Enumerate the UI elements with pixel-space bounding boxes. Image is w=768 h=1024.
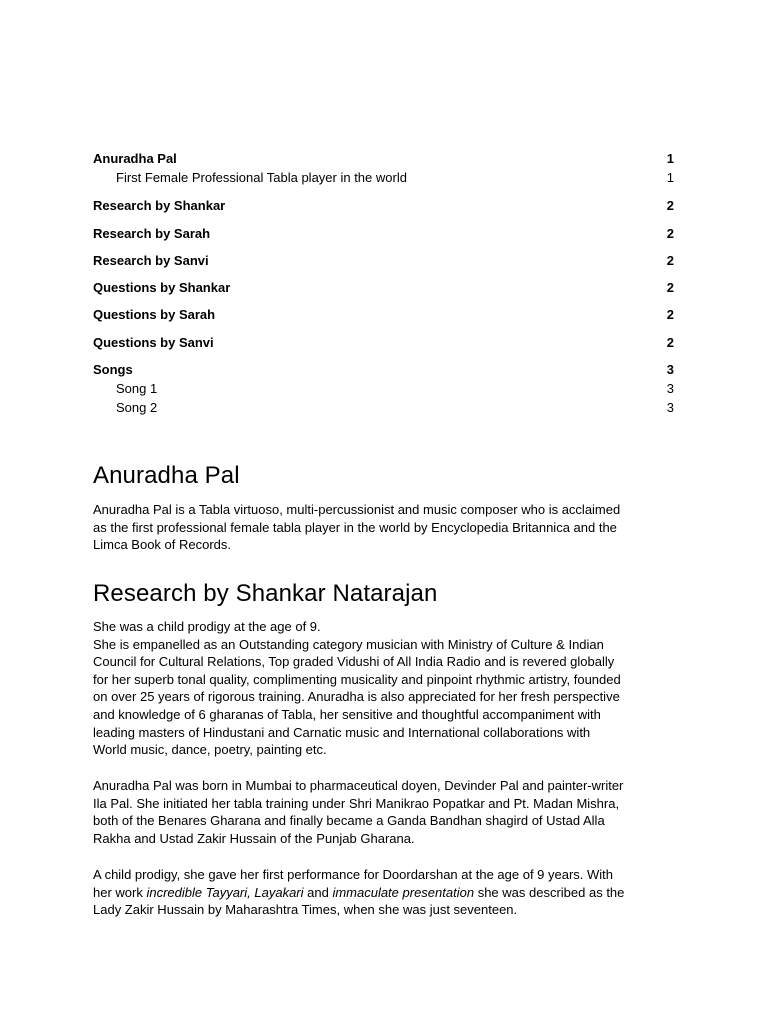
text-line: A child prodigy, she gave her first performance for Doordarshan at the age of 9 years. With bbox=[93, 867, 614, 882]
text-line: Ila Pal. She initiated her tabla training under Shri Manikrao Popatkar and Pt. Madan Mishra, bbox=[93, 795, 620, 811]
toc-entry-label: Questions by Sanvi bbox=[93, 335, 214, 350]
toc-entry[interactable] bbox=[93, 278, 674, 297]
toc-entry[interactable] bbox=[93, 305, 674, 324]
toc-entry[interactable] bbox=[93, 149, 674, 168]
text-line: Lady Zakir Hussain by Maharashtra Times, when she was just seventeen. bbox=[93, 902, 518, 918]
toc-entry[interactable] bbox=[93, 333, 674, 352]
section-heading: Research by Shankar Natarajan bbox=[93, 580, 438, 607]
toc-entry-page: 3 bbox=[666, 362, 674, 377]
research-paragraph-3 bbox=[93, 866, 678, 919]
text-line: as the first professional female tabla player in the world by Encyclopedia Britannica and the bbox=[93, 519, 617, 535]
toc-entry-label: Anuradha Pal bbox=[93, 151, 177, 166]
text-line: Anuradha Pal was born in Mumbai to pharmaceutical doyen, Devinder Pal and painter-writer bbox=[93, 778, 624, 793]
text-line: Limca Book of Records. bbox=[93, 537, 232, 553]
toc-entry-page: 2 bbox=[666, 198, 674, 213]
intro-paragraph bbox=[93, 501, 678, 554]
toc-entry[interactable] bbox=[93, 251, 674, 270]
toc-entry-page: 2 bbox=[666, 335, 674, 350]
text-line bbox=[93, 884, 678, 902]
section-heading: Anuradha Pal bbox=[93, 462, 240, 489]
toc-entry[interactable] bbox=[93, 398, 674, 417]
emphasis-text: immaculate presentation bbox=[332, 884, 475, 900]
toc-entry-page: 2 bbox=[666, 253, 674, 268]
text-line: Anuradha Pal is a Tabla virtuoso, multi-percussionist and music composer who is acclaimed bbox=[93, 502, 621, 517]
research-paragraph-2 bbox=[93, 777, 678, 847]
toc-entry-label: Research by Sanvi bbox=[93, 253, 209, 268]
toc-entry-label: Songs bbox=[93, 362, 133, 377]
text-line: both of the Benares Gharana and finally became a Ganda Bandhan shagird of Ustad Alla bbox=[93, 813, 605, 829]
toc-entry[interactable] bbox=[93, 196, 674, 215]
toc-entry-label: Song 1 bbox=[116, 381, 158, 396]
text-line: She was a child prodigy at the age of 9. bbox=[93, 619, 321, 634]
toc-entry-label: Questions by Shankar bbox=[93, 280, 231, 295]
text-line: She is empanelled as an Outstanding category musician with Ministry of Culture & Indian bbox=[93, 636, 604, 652]
text-run: her work bbox=[93, 884, 147, 900]
toc-entry[interactable] bbox=[93, 168, 674, 187]
text-line: World music, dance, poetry, painting etc. bbox=[93, 742, 327, 758]
toc-entry[interactable] bbox=[93, 360, 674, 379]
toc-entry-page: 1 bbox=[666, 170, 674, 185]
toc-entry[interactable] bbox=[93, 379, 674, 398]
text-line: for her superb tonal quality, complimenting musicality and pinpoint rhythmic artistry, founded bbox=[93, 671, 621, 687]
toc-entry-label: Research by Shankar bbox=[93, 198, 226, 213]
toc-entry-label: Questions by Sarah bbox=[93, 307, 216, 322]
emphasis-text: incredible Tayyari, Layakari bbox=[146, 884, 304, 900]
research-paragraph-1 bbox=[93, 618, 678, 759]
text-run: and bbox=[303, 884, 333, 900]
toc-entry-page: 1 bbox=[666, 151, 674, 166]
text-line: Rakha and Ustad Zakir Hussain of the Punjab Gharana. bbox=[93, 830, 415, 846]
toc-entry[interactable] bbox=[93, 224, 674, 243]
toc-entry-page: 2 bbox=[666, 226, 674, 241]
toc-entry-label: First Female Professional Tabla player in the world bbox=[116, 170, 407, 185]
toc-entry-label: Song 2 bbox=[116, 400, 158, 415]
text-line: Council for Cultural Relations, Top graded Vidushi of All India Radio and is revered globally bbox=[93, 654, 615, 670]
toc-entry-page: 3 bbox=[666, 381, 674, 396]
text-line: leading masters of Hindustani and Carnatic music and International collaborations with bbox=[93, 724, 591, 740]
text-run: she was described as the bbox=[474, 884, 625, 900]
toc-entry-page: 2 bbox=[666, 280, 674, 295]
text-line: on over 25 years of rigorous training. Anuradha is also appreciated for her fresh perspective bbox=[93, 689, 620, 705]
toc-entry-page: 2 bbox=[666, 307, 674, 322]
toc-entry-page: 3 bbox=[666, 400, 674, 415]
text-line: and knowledge of 6 gharanas of Tabla, her sensitive and thoughtful accompaniment with bbox=[93, 706, 601, 722]
toc-entry-label: Research by Sarah bbox=[93, 226, 211, 241]
